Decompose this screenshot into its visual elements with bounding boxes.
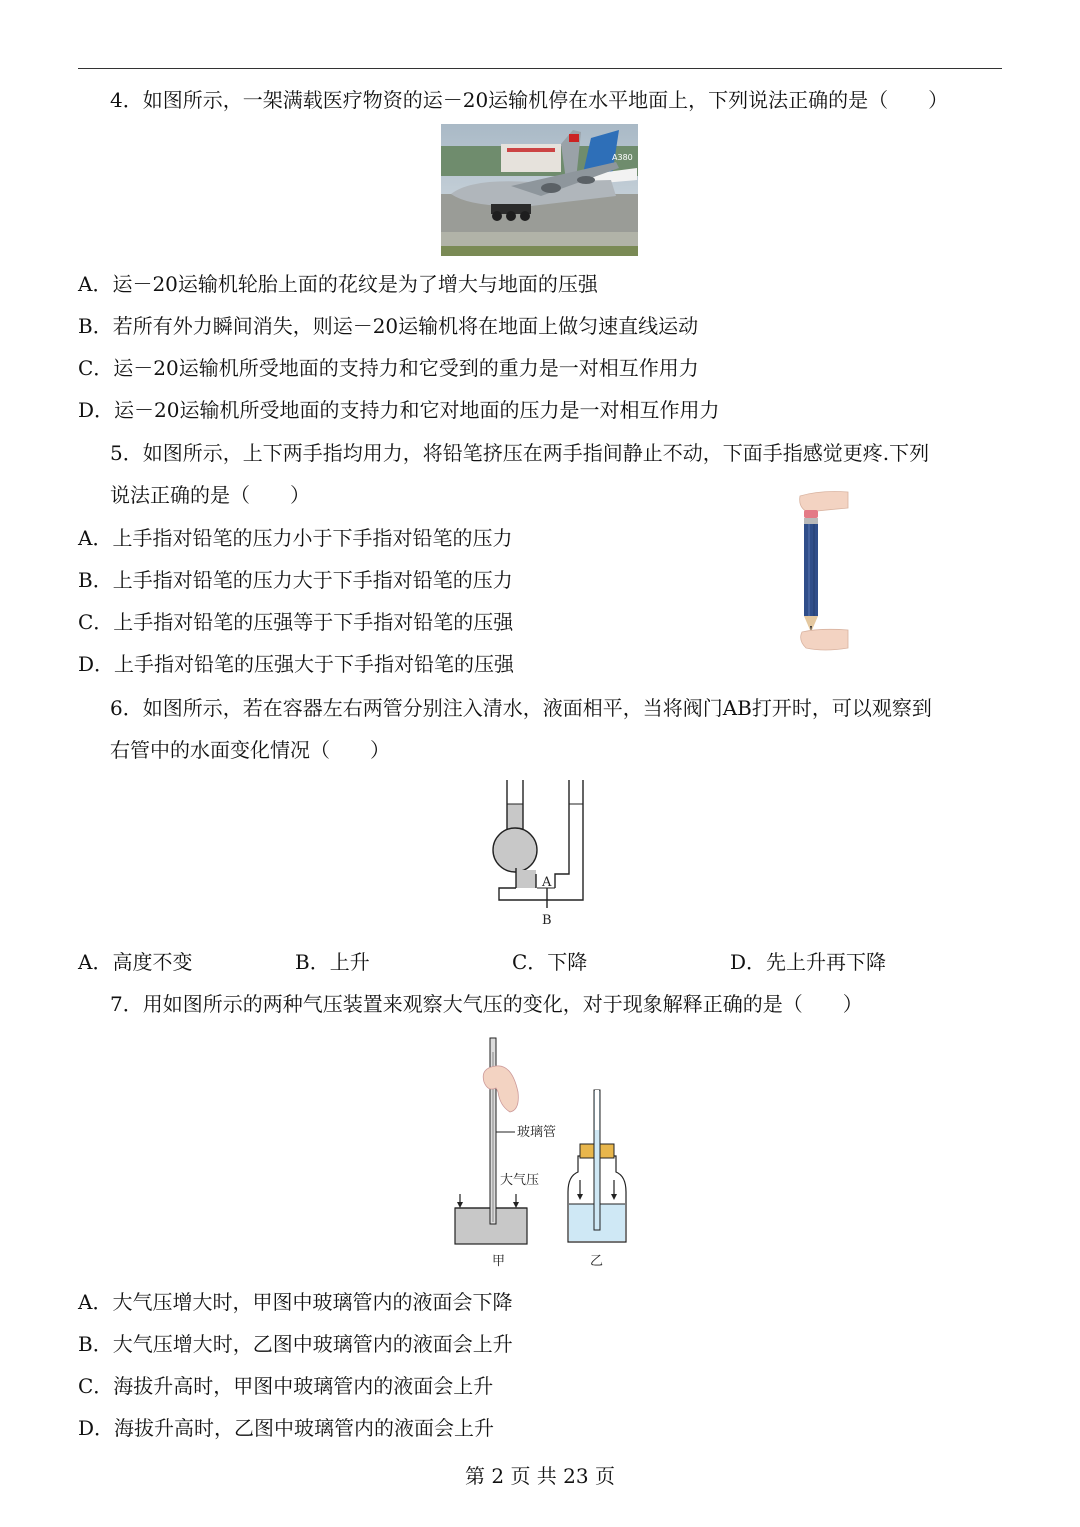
q6-figure-connected-vessel [485, 780, 595, 930]
q4-figure-aircraft-photo [441, 124, 638, 256]
q7-option-b[interactable]: B．大气压增大时，乙图中玻璃管内的液面会上升 [78, 1332, 513, 1356]
q5-option-a[interactable]: A．上手指对铅笔的压力小于下手指对铅笔的压力 [78, 526, 513, 550]
atmospheric-pressure-label: 大气压 [500, 1173, 540, 1188]
valve-label-b: B [542, 913, 552, 928]
q6-option-b[interactable]: B．上升 [295, 950, 370, 974]
q6-stem-line-2: 右管中的水面变化情况（ ） [110, 738, 390, 762]
q7-option-c[interactable]: C．海拔升高时，甲图中玻璃管内的液面会上升 [78, 1374, 494, 1398]
q4-stem: 4．如图所示，一架满载医疗物资的运－20运输机停在水平地面上，下列说法正确的是（ ） [110, 88, 949, 112]
q5-stem-line-1: 5．如图所示，上下两手指均用力，将铅笔挤压在两手指间静止不动，下面手指感觉更疼.下列 [110, 441, 930, 465]
glass-tube-label: 玻璃管 [517, 1125, 557, 1140]
q7-figure-barometers [440, 1032, 640, 1272]
figure-jia-caption: 甲 [492, 1254, 506, 1269]
q5-option-b[interactable]: B．上手指对铅笔的压力大于下手指对铅笔的压力 [78, 568, 513, 592]
valve-label-a: A [542, 875, 552, 890]
q5-figure-pencil-fingers [790, 490, 850, 655]
q5-option-c[interactable]: C．上手指对铅笔的压强等于下手指对铅笔的压强 [78, 610, 514, 634]
a380-tail-text: A380 [612, 153, 633, 162]
q7-option-a[interactable]: A．大气压增大时，甲图中玻璃管内的液面会下降 [78, 1290, 513, 1314]
q4-option-b[interactable]: B．若所有外力瞬间消失，则运－20运输机将在地面上做匀速直线运动 [78, 314, 699, 338]
figure-yi-caption: 乙 [590, 1254, 604, 1269]
q4-option-c[interactable]: C．运－20运输机所受地面的支持力和它受到的重力是一对相互作用力 [78, 356, 699, 380]
q4-option-a[interactable]: A．运－20运输机轮胎上面的花纹是为了增大与地面的压强 [78, 272, 598, 296]
header-rule [78, 68, 1002, 69]
page-footer: 第 2 页 共 23 页 [465, 1464, 615, 1488]
q7-option-d[interactable]: D．海拔升高时，乙图中玻璃管内的液面会上升 [78, 1416, 495, 1440]
q6-option-d[interactable]: D．先上升再下降 [730, 950, 887, 974]
q6-option-a[interactable]: A．高度不变 [78, 950, 193, 974]
q7-stem: 7．用如图所示的两种气压装置来观察大气压的变化，对于现象解释正确的是（ ） [110, 992, 863, 1016]
q6-stem-line-1: 6．如图所示，若在容器左右两管分别注入清水，液面相平，当将阀门AB打开时，可以观察到 [110, 696, 932, 720]
q4-option-d[interactable]: D．运－20运输机所受地面的支持力和它对地面的压力是一对相互作用力 [78, 398, 720, 422]
q5-stem-line-2: 说法正确的是（ ） [110, 483, 310, 507]
q5-option-d[interactable]: D．上手指对铅笔的压强大于下手指对铅笔的压强 [78, 652, 515, 676]
q6-option-c[interactable]: C．下降 [512, 950, 588, 974]
